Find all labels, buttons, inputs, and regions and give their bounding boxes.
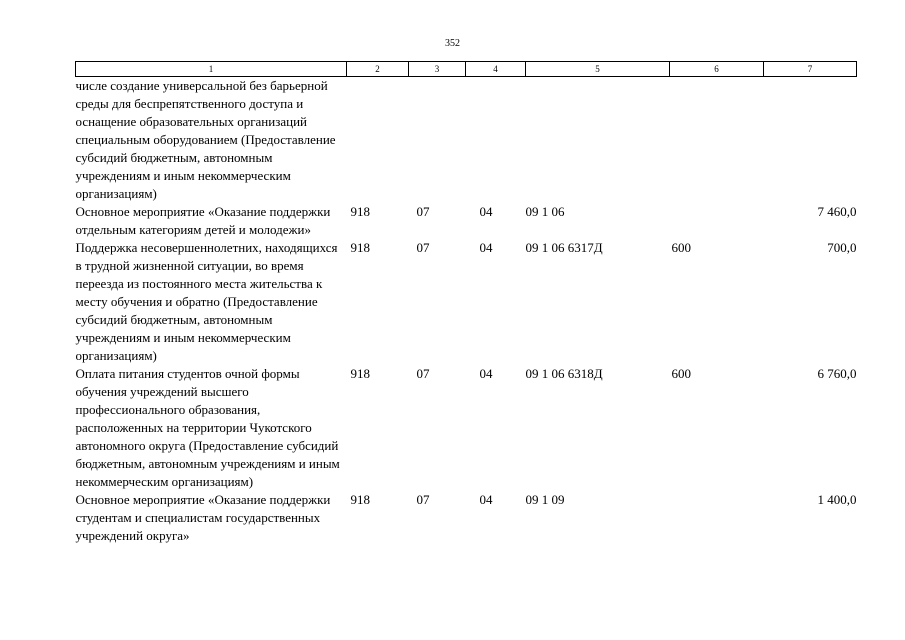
column-header-4: 4 bbox=[466, 62, 526, 77]
row-target-code: 09 1 06 6317Д bbox=[525, 240, 603, 255]
column-header-7: 7 bbox=[764, 62, 857, 77]
budget-table bbox=[75, 61, 857, 545]
row-amount: 700,0 bbox=[827, 240, 857, 255]
row-expense-type bbox=[670, 203, 764, 239]
row-ministry-code: 918 bbox=[350, 204, 370, 219]
row-target-code bbox=[526, 77, 670, 204]
row-section-code: 07 bbox=[416, 366, 430, 381]
row-name: Поддержка несовершеннолетних, находящихся в трудной жизненной ситуации, во время переезда из постоянного места жительства к месту обучения и обратно (Предоставление субсидий бюджетным, автономным учреждениям и иным некоммерческим организациям) bbox=[75, 240, 338, 363]
table-row bbox=[76, 365, 857, 491]
row-ministry-code bbox=[347, 77, 409, 204]
column-header-6: 6 bbox=[670, 62, 764, 77]
column-header-1: 1 bbox=[76, 62, 347, 77]
row-amount: 1 400,0 bbox=[817, 492, 857, 507]
column-header-3: 3 bbox=[409, 62, 466, 77]
row-ministry-code: 918 bbox=[350, 366, 370, 381]
row-name: числе создание универсальной без барьерной среды для беспрепятственного доступа и оснащение образовательных организаций специальным оборудованием (Предоставление субсидий бюджетным, автономным учреждениям и иным некоммерческим организациям) bbox=[75, 78, 336, 201]
row-expense-type: 600 bbox=[671, 366, 691, 381]
row-target-code: 09 1 09 bbox=[525, 492, 565, 507]
page-number: 352 bbox=[445, 38, 460, 49]
row-target-code: 09 1 06 6318Д bbox=[525, 366, 603, 381]
row-section-code: 07 bbox=[416, 240, 430, 255]
row-expense-type: 600 bbox=[671, 240, 691, 255]
row-expense-type bbox=[670, 77, 764, 204]
row-section-code: 07 bbox=[416, 492, 430, 507]
table-row bbox=[76, 203, 857, 239]
row-name: Оплата питания студентов очной формы обучения учреждений высшего профессионального образования, расположенных на территории Чукотского автономного округа (Предоставление субсидий бюджетным, автономным учреждениям и иным некоммерческим организациям) bbox=[75, 366, 340, 489]
column-header-5: 5 bbox=[526, 62, 670, 77]
table-row bbox=[76, 77, 857, 204]
row-subsection-code: 04 bbox=[479, 492, 493, 507]
row-name: Основное мероприятие «Оказание поддержки отдельным категориям детей и молодежи» bbox=[75, 204, 331, 237]
table-row bbox=[76, 491, 857, 545]
row-expense-type bbox=[670, 491, 764, 545]
row-subsection-code: 04 bbox=[479, 240, 493, 255]
row-name: Основное мероприятие «Оказание поддержки студентам и специалистам государственных учреждений округа» bbox=[75, 492, 331, 543]
row-subsection-code: 04 bbox=[479, 204, 493, 219]
row-subsection-code: 04 bbox=[479, 366, 493, 381]
row-amount: 6 760,0 bbox=[817, 366, 857, 381]
column-header-2: 2 bbox=[347, 62, 409, 77]
row-ministry-code: 918 bbox=[350, 492, 370, 507]
table-row bbox=[76, 239, 857, 365]
row-target-code: 09 1 06 bbox=[525, 204, 565, 219]
row-amount: 7 460,0 bbox=[817, 204, 857, 219]
row-ministry-code: 918 bbox=[350, 240, 370, 255]
row-subsection-code bbox=[466, 77, 526, 204]
row-section-code bbox=[409, 77, 466, 204]
row-amount bbox=[764, 77, 857, 204]
row-section-code: 07 bbox=[416, 204, 430, 219]
column-number-header-row bbox=[76, 62, 857, 77]
